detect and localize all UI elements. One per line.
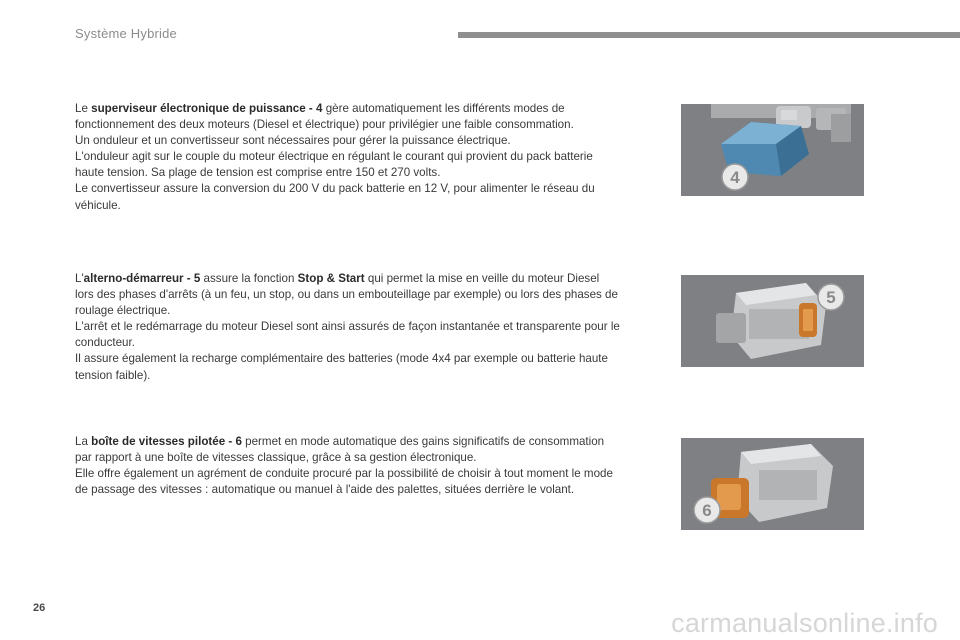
power-supervisor-image (681, 104, 864, 196)
lead-word: La (75, 435, 88, 448)
watermark-text: carmanualsonline.info (671, 608, 938, 638)
paragraph: Le convertisseur assure la conversion du 200 V du pack batterie en 12 V, pour alimenter le réseau du véhicule. (75, 182, 595, 212)
lead-word: L' (75, 272, 84, 285)
bold-term: alterno-démarreur - 5 (83, 272, 201, 285)
section-alternator-starter (75, 271, 620, 384)
page-number: 26 (33, 602, 46, 614)
paragraph: L'onduleur agit sur le couple du moteur électrique en régulant le courant qui provient du pack batterie haute tension. Sa plage de tension est comprise entre 150 et 270 volts. (75, 150, 593, 180)
body-text: qui permet la mise en veille du moteur Diesel lors des phases d'arrêts (à un feu, un stop, ou dans un embouteillage par exemple) ou lors des phases de roulage électrique. (75, 272, 618, 318)
callout-number-5: 5 (826, 288, 836, 307)
paragraph: Elle offre également un agrément de conduite procuré par la possibilité de choisir à tout moment le mode de passage des vitesses : automatique ou manuel à l'aide des palettes, situées derrière le volant. (75, 467, 613, 497)
paragraph (75, 434, 620, 466)
callout-number-6: 6 (702, 501, 712, 520)
gearbox-image (681, 438, 864, 530)
paragraph (75, 101, 620, 133)
header-divider-bar (458, 32, 960, 38)
lead-word: Le (75, 102, 88, 115)
bold-term: boîte de vitesses pilotée - 6 (91, 435, 242, 448)
paragraph: L'arrêt et le redémarrage du moteur Diesel sont ainsi assurés de façon instantanée et transparente pour le conducteur. (75, 320, 620, 350)
paragraph: Il assure également la recharge complémentaire des batteries (mode 4x4 par exemple ou batterie haute tension faible). (75, 352, 608, 382)
gearbox-illustration (681, 438, 864, 530)
power-supervisor-illustration (681, 104, 864, 196)
body-text: assure la fonction (203, 272, 295, 285)
page-header-title: Système Hybride (75, 26, 177, 41)
body-text: gère automatiquement les différents modes de fonctionnement des deux moteurs (Diesel et électrique) pour privilégier une faible consommation. (75, 102, 574, 132)
section-gearbox (75, 434, 620, 498)
alternator-starter-image (681, 275, 864, 367)
engine-illustration (681, 275, 864, 367)
bold-term: Stop & Start (297, 272, 365, 285)
paragraph: Un onduleur et un convertisseur sont nécessaires pour gérer la puissance électrique. (75, 134, 511, 148)
body-text: permet en mode automatique des gains significatifs de consommation par rapport à une boîte de vitesses classique, grâce à sa gestion électronique. (75, 435, 605, 465)
bold-term: superviseur électronique de puissance - 4 (91, 102, 323, 115)
section-power-supervisor (75, 101, 620, 214)
paragraph (75, 271, 620, 319)
callout-number-4: 4 (730, 168, 740, 187)
